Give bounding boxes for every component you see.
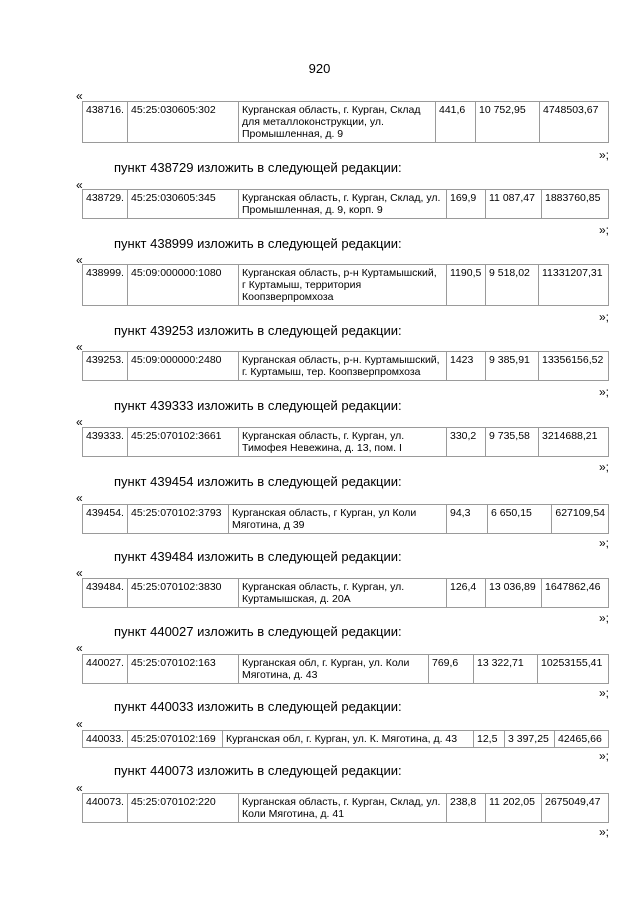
area: 126,4 (447, 579, 486, 608)
closing-quote: »; (598, 825, 609, 839)
cadastral-value: 627109,54 (552, 505, 609, 534)
specific-value: 11 087,47 (486, 190, 542, 219)
specific-value: 9 385,91 (486, 352, 539, 381)
closing-quote: »; (598, 611, 609, 625)
table-row (82, 504, 609, 534)
table-row (82, 427, 609, 457)
address: Курганская область, г. Курган, Склад для металлоконструкции, ул. Промышленная, д. 9 (239, 102, 436, 143)
address: Курганская область, г. Курган, ул. Тимофея Невежина, д. 13, пом. I (239, 428, 447, 457)
area: 769,6 (429, 655, 474, 684)
address: Курганская область, г. Курган, Склад, ул. Промышленная, д. 9, корп. 9 (239, 190, 447, 219)
cadastral-value: 11331207,31 (539, 265, 609, 306)
closing-quote: »; (598, 686, 609, 700)
item-number: 440073. (83, 794, 128, 823)
cadastral-number: 45:09:000000:1080 (128, 265, 239, 306)
cadastral-value: 1883760,85 (542, 190, 609, 219)
item-number: 440027. (83, 655, 128, 684)
opening-quote: « (76, 641, 83, 655)
table-row (82, 351, 609, 381)
closing-quote: »; (598, 460, 609, 474)
opening-quote: « (76, 340, 83, 354)
address: Курганская обл, г. Курган, ул. Коли Мяготина, д. 43 (239, 655, 429, 684)
area: 330,2 (447, 428, 486, 457)
area: 1190,5 (447, 265, 486, 306)
item-number: 438716. (83, 102, 128, 143)
address: Курганская область, г. Курган, ул. Куртамышская, д. 20А (239, 579, 447, 608)
cadastral-value: 4748503,67 (540, 102, 609, 143)
closing-quote: »; (598, 148, 609, 162)
amendment-intro: пункт 440073 изложить в следующей редакции: (114, 763, 402, 778)
specific-value: 6 650,15 (488, 505, 552, 534)
opening-quote: « (76, 89, 83, 103)
opening-quote: « (76, 717, 83, 731)
item-number: 439484. (83, 579, 128, 608)
amendment-intro: пункт 439253 изложить в следующей редакции: (114, 323, 402, 338)
cadastral-number: 45:25:030605:345 (128, 190, 239, 219)
table-row (82, 730, 609, 748)
opening-quote: « (76, 781, 83, 795)
cadastral-value: 2675049,47 (542, 794, 609, 823)
closing-quote: »; (598, 310, 609, 324)
table-row (82, 264, 609, 306)
item-number: 439333. (83, 428, 128, 457)
table-row (82, 578, 609, 608)
specific-value: 3 397,25 (505, 731, 555, 748)
address: Курганская область, р-н Куртамышский, г Куртамыш, территория Коопзверпромхоза (239, 265, 447, 306)
address: Курганская область, р-н. Куртамышский, г. Куртамыш, тер. Коопзверпромхоза (239, 352, 447, 381)
opening-quote: « (76, 491, 83, 505)
specific-value: 11 202,05 (486, 794, 542, 823)
cadastral-number: 45:25:070102:220 (128, 794, 239, 823)
cadastral-value: 42465,66 (555, 731, 609, 748)
opening-quote: « (76, 178, 83, 192)
table-row (82, 793, 609, 823)
area: 12,5 (474, 731, 505, 748)
amendment-intro: пункт 439484 изложить в следующей редакции: (114, 549, 402, 564)
amendment-intro: пункт 438729 изложить в следующей редакции: (114, 160, 402, 175)
amendment-intro: пункт 440033 изложить в следующей редакции: (114, 699, 402, 714)
table-row (82, 189, 609, 219)
closing-quote: »; (598, 223, 609, 237)
page-number: 920 (308, 61, 331, 76)
item-number: 438999. (83, 265, 128, 306)
area: 94,3 (447, 505, 488, 534)
cadastral-number: 45:25:070102:3793 (128, 505, 229, 534)
cadastral-value: 10253155,41 (538, 655, 609, 684)
specific-value: 9 735,58 (486, 428, 539, 457)
amendment-intro: пункт 438999 изложить в следующей редакции: (114, 236, 402, 251)
amendment-intro: пункт 439333 изложить в следующей редакции: (114, 398, 402, 413)
table-row (82, 654, 609, 684)
amendment-intro: пункт 440027 изложить в следующей редакции: (114, 624, 402, 639)
amendment-intro: пункт 439454 изложить в следующей редакции: (114, 474, 402, 489)
cadastral-number: 45:25:030605:302 (128, 102, 239, 143)
table-row (82, 101, 609, 143)
address: Курганская область, г Курган, ул Коли Мяготина, д 39 (229, 505, 447, 534)
address: Курганская обл, г. Курган, ул. К. Мяготина, д. 43 (223, 731, 474, 748)
item-number: 439454. (83, 505, 128, 534)
cadastral-number: 45:25:070102:3661 (128, 428, 239, 457)
cadastral-number: 45:25:070102:3830 (128, 579, 239, 608)
opening-quote: « (76, 566, 83, 580)
opening-quote: « (76, 415, 83, 429)
closing-quote: »; (598, 749, 609, 763)
closing-quote: »; (598, 536, 609, 550)
item-number: 439253. (83, 352, 128, 381)
closing-quote: »; (598, 385, 609, 399)
specific-value: 13 322,71 (474, 655, 538, 684)
area: 441,6 (436, 102, 476, 143)
address: Курганская область, г. Курган, Склад, ул. Коли Мяготина, д. 41 (239, 794, 447, 823)
item-number: 440033. (83, 731, 128, 748)
area: 238,8 (447, 794, 486, 823)
specific-value: 13 036,89 (486, 579, 542, 608)
cadastral-value: 13356156,52 (539, 352, 609, 381)
cadastral-value: 1647862,46 (542, 579, 609, 608)
cadastral-value: 3214688,21 (539, 428, 609, 457)
opening-quote: « (76, 253, 83, 267)
item-number: 438729. (83, 190, 128, 219)
area: 1423 (447, 352, 486, 381)
specific-value: 10 752,95 (476, 102, 540, 143)
cadastral-number: 45:09:000000:2480 (128, 352, 239, 381)
cadastral-number: 45:25:070102:169 (128, 731, 223, 748)
cadastral-number: 45:25:070102:163 (128, 655, 239, 684)
specific-value: 9 518,02 (486, 265, 539, 306)
area: 169,9 (447, 190, 486, 219)
